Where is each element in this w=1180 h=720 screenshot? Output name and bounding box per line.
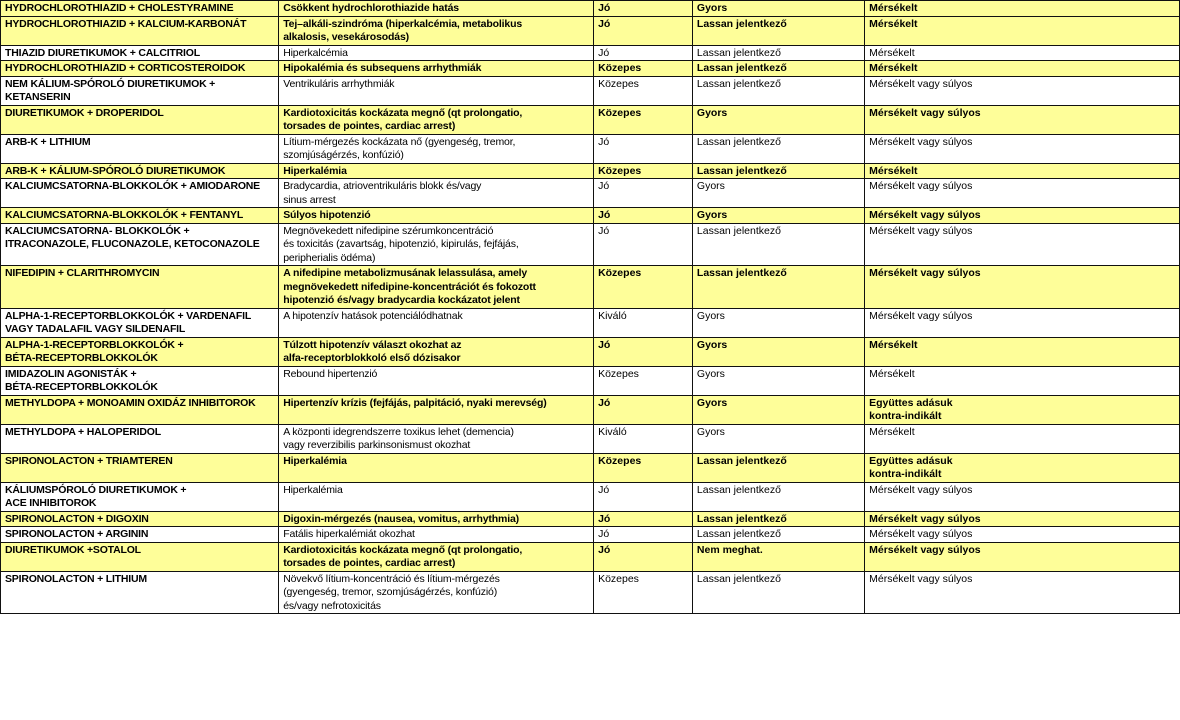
severity-cell — [865, 1, 1180, 17]
interaction-effect-line: Hiperkalcémia — [283, 46, 348, 59]
interaction-effect-cell — [279, 395, 594, 424]
severity-cell — [865, 16, 1180, 45]
evidence-level-cell: Jó — [594, 542, 693, 571]
drug-combination-line: METHYLDOPA + HALOPERIDOL — [5, 425, 161, 438]
drug-combination-line: NIFEDIPIN + CLARITHROMYCIN — [5, 267, 160, 279]
interaction-effect-line: Hipertenzív krízis (fejfájás, palpitáció, nyaki merevség) — [283, 396, 547, 409]
evidence-level-cell: Jó — [594, 179, 693, 208]
interaction-effect-line: A nifedipine metabolizmusának lelassulása, amely — [283, 267, 528, 279]
onset-cell: Lassan jelentkező — [692, 511, 864, 527]
interaction-effect-cell — [279, 337, 594, 366]
interaction-effect-line: hipotenzió és/vagy bradycardia kockázatot jelent — [283, 294, 520, 306]
drug-combination-line: DIURETIKUMOK +SOTALOL — [5, 543, 141, 556]
severity-cell — [865, 223, 1180, 266]
severity-line: kontra-indikált — [869, 410, 942, 422]
severity-line: Mérsékelt vagy súlyos — [869, 209, 981, 221]
drug-combination-line: SPIRONOLACTON + ARGININ — [5, 528, 149, 540]
onset-cell: Gyors — [692, 105, 864, 134]
severity-cell — [865, 571, 1180, 614]
severity-line: Mérsékelt vagy súlyos — [869, 106, 981, 119]
interaction-effect-line: Hiperkalémia — [283, 454, 347, 467]
severity-line: Mérsékelt — [869, 2, 918, 14]
severity-line: Mérsékelt vagy súlyos — [869, 135, 973, 148]
severity-cell — [865, 366, 1180, 395]
table-row — [1, 179, 1180, 208]
severity-cell — [865, 424, 1180, 453]
table-row — [1, 45, 1180, 61]
interaction-effect-line: sinus arrest — [283, 193, 336, 206]
interaction-effect-cell — [279, 366, 594, 395]
table-row — [1, 482, 1180, 511]
interaction-effect-line: A hipotenzív hatások potenciálódhatnak — [283, 309, 463, 322]
interaction-effect-cell — [279, 105, 594, 134]
interaction-effect-line: alkalosis, vesekárosodás) — [283, 31, 410, 43]
drug-combination-cell — [1, 395, 279, 424]
interaction-effect-line: Hiperkalémia — [283, 483, 343, 496]
interaction-effect-line: peripherialis ödéma) — [283, 251, 376, 264]
drug-combination-line: ARB-K + KÁLIUM-SPÓROLÓ DIURETIKUMOK — [5, 164, 226, 177]
interaction-effect-line: és toxicitás (zavartság, hipotenzió, kipirulás, fejfájás, — [283, 238, 519, 250]
drug-combination-line: ALPHA-1-RECEPTORBLOKKOLÓK + VARDENAFIL — [5, 309, 252, 322]
drug-combination-cell — [1, 105, 279, 134]
drug-combination-line: SPIRONOLACTON + TRIAMTEREN — [5, 454, 173, 467]
severity-line: Mérsékelt vagy súlyos — [869, 483, 973, 496]
severity-line: Mérsékelt — [869, 338, 918, 351]
drug-combination-line: ITRACONAZOLE, FLUCONAZOLE, KETOCONAZOLE — [5, 238, 260, 250]
table-row — [1, 163, 1180, 179]
onset-cell: Lassan jelentkező — [692, 482, 864, 511]
interaction-effect-line: Hipokalémia és subsequens arrhythmiák — [283, 62, 482, 74]
severity-cell — [865, 134, 1180, 163]
evidence-level-cell: Jó — [594, 45, 693, 61]
table-row — [1, 395, 1180, 424]
evidence-level-cell: Jó — [594, 337, 693, 366]
table-row — [1, 424, 1180, 453]
evidence-level-cell: Közepes — [594, 105, 693, 134]
interaction-effect-line: vagy reverzibilis parkinsonismust okozhat — [283, 439, 471, 451]
onset-cell: Lassan jelentkező — [692, 266, 864, 309]
drug-combination-cell — [1, 424, 279, 453]
drug-combination-line: NEM KÁLIUM-SPÓROLÓ DIURETIKUMOK + — [5, 77, 216, 90]
evidence-level-cell: Közepes — [594, 366, 693, 395]
drug-combination-cell — [1, 482, 279, 511]
drug-combination-line: THIAZID DIURETIKUMOK + CALCITRIOL — [5, 46, 200, 59]
evidence-level-cell: Jó — [594, 223, 693, 266]
drug-combination-cell — [1, 511, 279, 527]
evidence-level-cell: Közepes — [594, 453, 693, 482]
table-row — [1, 208, 1180, 224]
severity-line: Mérsékelt vagy súlyos — [869, 543, 981, 556]
onset-cell: Lassan jelentkező — [692, 223, 864, 266]
interaction-effect-line: Rebound hipertenzió — [283, 367, 378, 380]
interaction-effect-line: és/vagy nefrotoxicitás — [283, 599, 381, 612]
severity-line: Mérsékelt vagy súlyos — [869, 572, 973, 585]
onset-cell: Lassan jelentkező — [692, 16, 864, 45]
drug-combination-line: SPIRONOLACTON + DIGOXIN — [5, 512, 149, 525]
evidence-level-cell: Kiváló — [594, 308, 693, 337]
drug-combination-line: BÉTA-RECEPTORBLOKKOLÓK — [5, 381, 158, 393]
drug-combination-line: KÁLIUMSPÓROLÓ DIURETIKUMOK + — [5, 483, 187, 496]
table-row — [1, 61, 1180, 77]
drug-combination-cell — [1, 45, 279, 61]
drug-combination-line: HYDROCHLOROTHIAZID + CORTICOSTEROIDOK — [5, 62, 246, 74]
interaction-effect-cell — [279, 179, 594, 208]
interaction-effect-cell — [279, 571, 594, 614]
interaction-effect-cell — [279, 453, 594, 482]
interaction-effect-cell — [279, 134, 594, 163]
interaction-effect-line: Tej–alkáli-szindróma (hiperkalcémia, metabolikus — [283, 17, 523, 30]
interaction-effect-cell — [279, 208, 594, 224]
drug-combination-line: KETANSERIN — [5, 91, 71, 103]
evidence-level-cell: Jó — [594, 395, 693, 424]
severity-cell — [865, 527, 1180, 543]
evidence-level-cell: Jó — [594, 208, 693, 224]
severity-line: Mérsékelt — [869, 62, 918, 74]
drug-combination-line: BÉTA-RECEPTORBLOKKOLÓK — [5, 352, 158, 364]
evidence-level-cell: Közepes — [594, 61, 693, 77]
onset-cell: Gyors — [692, 1, 864, 17]
drug-combination-line: DIURETIKUMOK + DROPERIDOL — [5, 106, 164, 119]
interaction-effect-line: megnövekedett nifedipine-koncentrációt és fokozott — [283, 280, 536, 293]
evidence-level-cell: Közepes — [594, 76, 693, 105]
severity-line: Mérsékelt vagy súlyos — [869, 309, 973, 322]
interaction-effect-line: Fatális hiperkalémiát okozhat — [283, 528, 415, 540]
severity-cell — [865, 542, 1180, 571]
interaction-effect-cell — [279, 308, 594, 337]
interaction-effect-cell — [279, 61, 594, 77]
severity-line: Mérsékelt — [869, 164, 918, 177]
interaction-effect-cell — [279, 511, 594, 527]
drug-combination-cell — [1, 453, 279, 482]
severity-cell — [865, 308, 1180, 337]
interaction-effect-line: Bradycardia, atrioventrikuláris blokk és/vagy — [283, 180, 482, 192]
interaction-effect-line: Megnövekedett nifedipine szérumkoncentráció — [283, 224, 494, 237]
severity-cell — [865, 45, 1180, 61]
severity-cell — [865, 511, 1180, 527]
drug-combination-line: VAGY TADALAFIL VAGY SILDENAFIL — [5, 323, 186, 335]
drug-combination-cell — [1, 366, 279, 395]
interaction-effect-line: Súlyos hipotenzió — [283, 209, 371, 221]
onset-cell: Lassan jelentkező — [692, 527, 864, 543]
table-body — [1, 1, 1180, 614]
evidence-level-cell: Jó — [594, 527, 693, 543]
evidence-level-cell: Jó — [594, 482, 693, 511]
severity-cell — [865, 179, 1180, 208]
interaction-effect-cell — [279, 482, 594, 511]
drug-combination-cell — [1, 223, 279, 266]
evidence-level-cell: Jó — [594, 1, 693, 17]
interaction-effect-line: torsades de pointes, cardiac arrest) — [283, 557, 456, 569]
severity-line: Mérsékelt vagy súlyos — [869, 224, 973, 237]
table-row — [1, 527, 1180, 543]
drug-combination-cell — [1, 179, 279, 208]
severity-cell — [865, 337, 1180, 366]
evidence-level-cell: Jó — [594, 134, 693, 163]
interaction-effect-cell — [279, 16, 594, 45]
onset-cell: Gyors — [692, 366, 864, 395]
evidence-level-cell: Közepes — [594, 266, 693, 309]
severity-cell — [865, 208, 1180, 224]
interaction-effect-line: Csökkent hydrochlorothiazide hatás — [283, 2, 459, 14]
drug-combination-line: SPIRONOLACTON + LITHIUM — [5, 572, 147, 585]
interaction-effect-cell — [279, 45, 594, 61]
drug-combination-cell — [1, 266, 279, 309]
severity-line: kontra-indikált — [869, 468, 942, 480]
table-row — [1, 266, 1180, 309]
table-row — [1, 1, 1180, 17]
table-row — [1, 134, 1180, 163]
severity-cell — [865, 453, 1180, 482]
severity-cell — [865, 395, 1180, 424]
table-row — [1, 105, 1180, 134]
drug-combination-line: KALCIUMCSATORNA-BLOKKOLÓK + AMIODARONE — [5, 180, 260, 192]
interaction-effect-cell — [279, 223, 594, 266]
drug-combination-cell — [1, 16, 279, 45]
table-row — [1, 571, 1180, 614]
onset-cell: Gyors — [692, 424, 864, 453]
drug-combination-cell — [1, 76, 279, 105]
onset-cell: Lassan jelentkező — [692, 134, 864, 163]
drug-combination-cell — [1, 337, 279, 366]
drug-combination-cell — [1, 571, 279, 614]
severity-cell — [865, 61, 1180, 77]
drug-combination-line: HYDROCHLOROTHIAZID + CHOLESTYRAMINE — [5, 2, 234, 14]
interaction-effect-line: Lítium-mérgezés kockázata nő (gyengeség, tremor, — [283, 135, 516, 148]
severity-cell — [865, 76, 1180, 105]
onset-cell: Gyors — [692, 395, 864, 424]
interaction-effect-line: (gyengeség, tremor, szomjúságérzés, konfúzió) — [283, 586, 498, 598]
interaction-effect-cell — [279, 527, 594, 543]
severity-line: Mérsékelt vagy súlyos — [869, 512, 981, 525]
evidence-level-cell: Kiváló — [594, 424, 693, 453]
severity-cell — [865, 105, 1180, 134]
interaction-effect-line: torsades de pointes, cardiac arrest) — [283, 120, 456, 132]
interaction-effect-line: Digoxin-mérgezés (nausea, vomitus, arrhythmia) — [283, 512, 520, 525]
table-row — [1, 308, 1180, 337]
severity-line: Mérsékelt — [869, 46, 915, 59]
onset-cell: Gyors — [692, 337, 864, 366]
onset-cell: Lassan jelentkező — [692, 163, 864, 179]
table-row — [1, 76, 1180, 105]
interaction-effect-line: Ventrikuláris arrhythmiák — [283, 77, 395, 90]
drug-combination-cell — [1, 208, 279, 224]
drug-combination-cell — [1, 134, 279, 163]
interaction-effect-cell — [279, 76, 594, 105]
drug-combination-line: IMIDAZOLIN AGONISTÁK + — [5, 367, 137, 380]
drug-combination-line: METHYLDOPA + MONOAMIN OXIDÁZ INHIBITOROK — [5, 396, 256, 409]
table-row — [1, 453, 1180, 482]
table-row — [1, 511, 1180, 527]
interaction-effect-cell — [279, 1, 594, 17]
onset-cell: Gyors — [692, 179, 864, 208]
severity-line: Mérsékelt — [869, 17, 918, 30]
drug-combination-cell — [1, 542, 279, 571]
drug-combination-cell — [1, 61, 279, 77]
severity-line: Mérsékelt vagy súlyos — [869, 77, 973, 90]
evidence-level-cell: Jó — [594, 16, 693, 45]
interaction-effect-line: Növekvő lítium-koncentráció és lítium-mérgezés — [283, 572, 500, 585]
severity-line: Együttes adásuk — [869, 396, 953, 409]
interaction-effect-cell — [279, 163, 594, 179]
drug-combination-line: KALCIUMCSATORNA- BLOKKOLÓK + — [5, 224, 190, 237]
interaction-effect-line: szomjúságérzés, konfúzió) — [283, 149, 404, 161]
evidence-level-cell: Közepes — [594, 163, 693, 179]
evidence-level-cell: Közepes — [594, 571, 693, 614]
interaction-effect-cell — [279, 424, 594, 453]
severity-cell — [865, 163, 1180, 179]
severity-line: Mérsékelt vagy súlyos — [869, 528, 973, 540]
onset-cell: Lassan jelentkező — [692, 571, 864, 614]
severity-line: Mérsékelt vagy súlyos — [869, 180, 973, 192]
interaction-effect-line: Hiperkalémia — [283, 164, 347, 177]
onset-cell: Gyors — [692, 208, 864, 224]
drug-combination-line: ARB-K + LITHIUM — [5, 135, 91, 148]
table-row — [1, 337, 1180, 366]
onset-cell: Lassan jelentkező — [692, 61, 864, 77]
drug-combination-line: ACE INHIBITOROK — [5, 497, 97, 509]
onset-cell: Lassan jelentkező — [692, 45, 864, 61]
severity-line: Mérsékelt — [869, 425, 915, 438]
drug-combination-cell — [1, 308, 279, 337]
drug-combination-line: HYDROCHLOROTHIAZID + KALCIUM-KARBONÁT — [5, 17, 247, 30]
interaction-effect-cell — [279, 266, 594, 309]
severity-cell — [865, 482, 1180, 511]
severity-line: Mérsékelt vagy súlyos — [869, 267, 981, 279]
drug-combination-line: ALPHA-1-RECEPTORBLOKKOLÓK + — [5, 338, 184, 351]
drug-combination-line: KALCIUMCSATORNA-BLOKKOLÓK + FENTANYL — [5, 209, 244, 221]
drug-combination-cell — [1, 1, 279, 17]
onset-cell: Lassan jelentkező — [692, 453, 864, 482]
interaction-effect-line: Kardiotoxicitás kockázata megnő (qt prolongatio, — [283, 106, 523, 119]
drug-combination-cell — [1, 163, 279, 179]
evidence-level-cell: Jó — [594, 511, 693, 527]
table-row — [1, 542, 1180, 571]
severity-line: Együttes adásuk — [869, 454, 953, 467]
interaction-effect-line: Kardiotoxicitás kockázata megnő (qt prolongatio, — [283, 543, 523, 556]
interaction-effect-line: A központi idegrendszerre toxikus lehet (demencia) — [283, 425, 514, 438]
onset-cell: Gyors — [692, 308, 864, 337]
drug-combination-cell — [1, 527, 279, 543]
onset-cell: Nem meghat. — [692, 542, 864, 571]
interaction-effect-line: alfa-receptorblokkoló első dózisakor — [283, 352, 461, 364]
interaction-effect-line: Túlzott hipotenzív választ okozhat az — [283, 338, 462, 351]
table-row — [1, 16, 1180, 45]
onset-cell: Lassan jelentkező — [692, 76, 864, 105]
severity-line: Mérsékelt — [869, 367, 915, 380]
table-row — [1, 366, 1180, 395]
table-row — [1, 223, 1180, 266]
severity-cell — [865, 266, 1180, 309]
interaction-effect-cell — [279, 542, 594, 571]
